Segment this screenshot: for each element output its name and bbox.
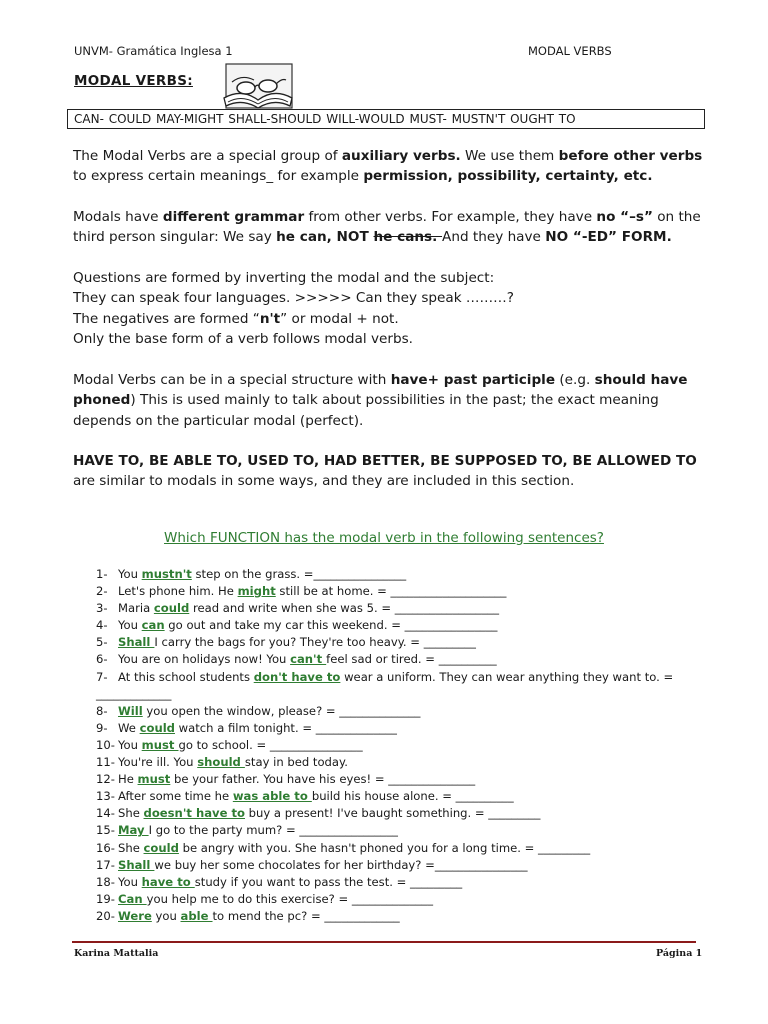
text-run: They can speak four languages. >>>>> Can they speak ………?	[73, 290, 514, 306]
modal-verb: should	[197, 755, 245, 770]
modal-verb: could	[139, 720, 175, 735]
sentence-item	[96, 771, 716, 788]
modal-verb: May	[118, 823, 149, 838]
text-run: Questions are formed by inverting the modal and the subject:	[73, 270, 495, 286]
bold-text: he can, NOT	[276, 229, 374, 246]
sentence-text: I go to the party mum? = _________________	[148, 823, 398, 838]
bold-text: should have phoned	[73, 372, 688, 409]
sentence-text: read and write when she was 5. = __________________	[189, 601, 500, 616]
sentence-text: watch a film tonight. = ______________	[174, 720, 397, 735]
paragraph-example	[73, 288, 713, 308]
paragraph-questions	[73, 268, 713, 288]
footer-author: Karina Mattalia	[74, 948, 159, 959]
modal-verb: Will	[118, 703, 143, 718]
sentence-text: Maria	[118, 601, 154, 616]
sentence-number: 14-	[96, 806, 115, 821]
modal-verb: mustn't	[141, 567, 192, 581]
sentence-text: go to school. = ________________	[178, 737, 363, 752]
sentence-number: 19-	[96, 891, 115, 906]
open-book-with-glasses-icon	[218, 60, 294, 116]
sentence-item	[96, 754, 716, 771]
bold-text: no “–s”	[596, 209, 653, 225]
modal-verb: Shall	[118, 635, 155, 650]
paragraph-intro	[73, 146, 713, 187]
modal-verb: can	[141, 618, 165, 633]
sentence-text: I carry the bags for you? They're too heavy. = _________	[154, 635, 476, 650]
sentence-number: 7-	[96, 669, 108, 684]
sentence-text: We	[118, 720, 140, 735]
bold-text: permission, possibility, certainty, etc.	[363, 168, 653, 185]
modal-verb: must	[141, 737, 179, 752]
modal-verb: could	[153, 601, 190, 616]
sentence-number: 11-	[96, 755, 115, 770]
modal-verb: Can	[118, 891, 147, 906]
sentence-item	[96, 651, 716, 668]
modal-verb: was able to	[232, 789, 312, 804]
sentence-number: 3-	[96, 601, 108, 616]
text-run: The negatives are formed “	[73, 311, 260, 327]
sentence-text: She	[118, 840, 144, 855]
text-run: to express certain meanings_ for example	[73, 168, 364, 185]
sentence-item	[96, 737, 716, 754]
sentence-item	[96, 805, 716, 822]
sentence-text: You	[118, 737, 142, 752]
sentence-text: He	[118, 772, 138, 787]
footer-page-number: Página 1	[656, 948, 703, 959]
modal-verb: able	[180, 908, 213, 923]
header-right: MODAL VERBS	[528, 44, 612, 58]
sentence-text: to mend the pc? = _____________	[212, 908, 400, 923]
sentence-item	[96, 840, 716, 857]
sentence-number: 17-	[96, 857, 115, 872]
sentence-item	[96, 669, 716, 703]
sentence-text: study if you want to pass the test. = _________	[194, 874, 463, 889]
sentence-item	[96, 874, 716, 891]
text-run: The Modal Verbs are a special group of	[73, 148, 342, 164]
paragraph-perfect	[73, 370, 713, 431]
sentence-text: you	[151, 908, 181, 923]
sentence-item	[96, 600, 716, 617]
bold-text: n't	[259, 311, 281, 327]
sentence-number: 13-	[96, 789, 115, 804]
header-left: UNVM- Gramática Inglesa 1	[74, 44, 233, 58]
modal-verb: might	[237, 584, 276, 599]
sentence-text: She	[118, 806, 144, 821]
bold-text: NO “-ED” FORM.	[545, 229, 672, 246]
sentence-text: feel sad or tired. = __________	[326, 652, 497, 667]
sentence-text: be angry with you. She hasn't phoned you for a long time. = _________	[178, 840, 591, 855]
sentence-text: build his house alone. = __________	[311, 789, 514, 804]
sentence-number: 2-	[96, 584, 108, 599]
modal-verb: have to	[141, 874, 195, 889]
text-run: Only the base form of a verb follows modal verbs.	[73, 331, 413, 347]
page-title: MODAL VERBS:	[74, 73, 193, 89]
sentence-item	[96, 634, 716, 651]
sentence-text: step on the grass. =________________	[191, 567, 407, 581]
footer-rule	[72, 941, 696, 943]
bold-text: different grammar	[162, 209, 305, 225]
sentence-item	[96, 583, 716, 600]
sentence-text: You're ill. You	[118, 755, 198, 770]
sentence-text: wear a uniform. They can wear anything they want to. = _____________	[96, 669, 674, 701]
exercise-heading: Which FUNCTION has the modal verb in the following sentences?	[164, 530, 604, 546]
paragraph-negatives	[73, 309, 713, 329]
sentence-number: 18-	[96, 874, 115, 889]
sentence-number: 6-	[96, 652, 108, 667]
text-run: from other verbs. For example, they have	[304, 209, 597, 225]
modal-verbs-list: CAN- COULD MAY-MIGHT SHALL-SHOULD WILL-WOULD MUST- MUSTN'T OUGHT TO	[67, 109, 705, 129]
text-run: on the third person singular: We say	[73, 209, 701, 246]
sentence-item	[96, 720, 716, 737]
sentence-number: 9-	[96, 720, 108, 735]
sentence-item	[96, 822, 716, 839]
modal-verb: must	[137, 772, 171, 787]
modal-verb: Shall	[118, 857, 155, 872]
text-run: We use them	[460, 148, 559, 164]
text-run: (e.g.	[555, 372, 595, 388]
sentence-number: 4-	[96, 618, 108, 633]
sentence-text: you open the window, please? = ______________	[142, 703, 421, 718]
sentence-text: stay in bed today.	[244, 755, 348, 770]
modal-verb: can't	[290, 652, 327, 667]
sentence-item	[96, 703, 716, 720]
modal-verb: don't have to	[253, 669, 341, 684]
sentence-number: 1-	[96, 567, 108, 581]
paragraph-grammar	[73, 207, 713, 248]
sentence-text: buy a present! I've baught something. = _________	[244, 806, 541, 821]
text-run: Modal Verbs can be in a special structure with	[73, 372, 391, 388]
sentence-item	[96, 788, 716, 805]
sentence-text: You	[118, 567, 142, 581]
sentence-item	[96, 566, 716, 583]
sentence-text: go out and take my car this weekend. = ________________	[164, 618, 498, 633]
bold-text: have+ past participle	[390, 372, 556, 388]
sentence-item	[96, 908, 716, 925]
paragraph-base-form	[73, 329, 713, 349]
sentence-list	[96, 566, 716, 925]
sentence-number: 12-	[96, 772, 115, 787]
sentence-text: we buy her some chocolates for her birthday? =________________	[154, 857, 528, 872]
bold-text: auxiliary verbs.	[341, 148, 461, 164]
sentence-number: 16-	[96, 840, 115, 855]
sentence-text: be your father. You have his eyes! = _______________	[170, 772, 476, 787]
sentence-item	[96, 617, 716, 634]
sentence-item	[96, 857, 716, 874]
sentence-text: After some time he	[118, 789, 233, 804]
sentence-text: You are on holidays now! You	[118, 652, 291, 667]
text-run: ” or modal + not.	[280, 311, 399, 327]
sentence-number: 20-	[96, 908, 115, 923]
sentence-number: 10-	[96, 737, 115, 752]
modal-verb: doesn't have to	[143, 806, 245, 821]
text-run: ) This is used mainly to talk about possibilities in the past; the exact meaning depends on the particular modal (perfect).	[73, 392, 659, 429]
bold-text: before other verbs	[558, 148, 703, 164]
sentence-item	[96, 891, 716, 908]
sentence-text: You	[118, 618, 142, 633]
sentence-text: still be at home. = ____________________	[275, 584, 507, 599]
sentence-number: 5-	[96, 635, 108, 650]
sentence-text: At this school students	[118, 669, 254, 684]
bold-text: HAVE TO, BE ABLE TO, USED TO, HAD BETTER, BE SUPPOSED TO, BE ALLOWED TO	[73, 453, 697, 469]
text-run: Modals have	[73, 209, 163, 225]
paragraph-semi-modals	[73, 451, 713, 492]
text-run: are similar to modals in some ways, and they are included in this section.	[73, 473, 575, 490]
sentence-text: You	[118, 874, 142, 889]
modal-verb: Were	[118, 908, 152, 923]
bold-text: he cans.	[373, 229, 443, 246]
text-run: And they have	[442, 229, 546, 246]
sentence-number: 8-	[96, 703, 108, 718]
sentence-text: you help me to do this exercise? = ______________	[146, 891, 434, 906]
modal-verb: could	[143, 840, 179, 855]
sentence-number: 15-	[96, 823, 115, 838]
sentence-text: Let's phone him. He	[118, 584, 238, 599]
